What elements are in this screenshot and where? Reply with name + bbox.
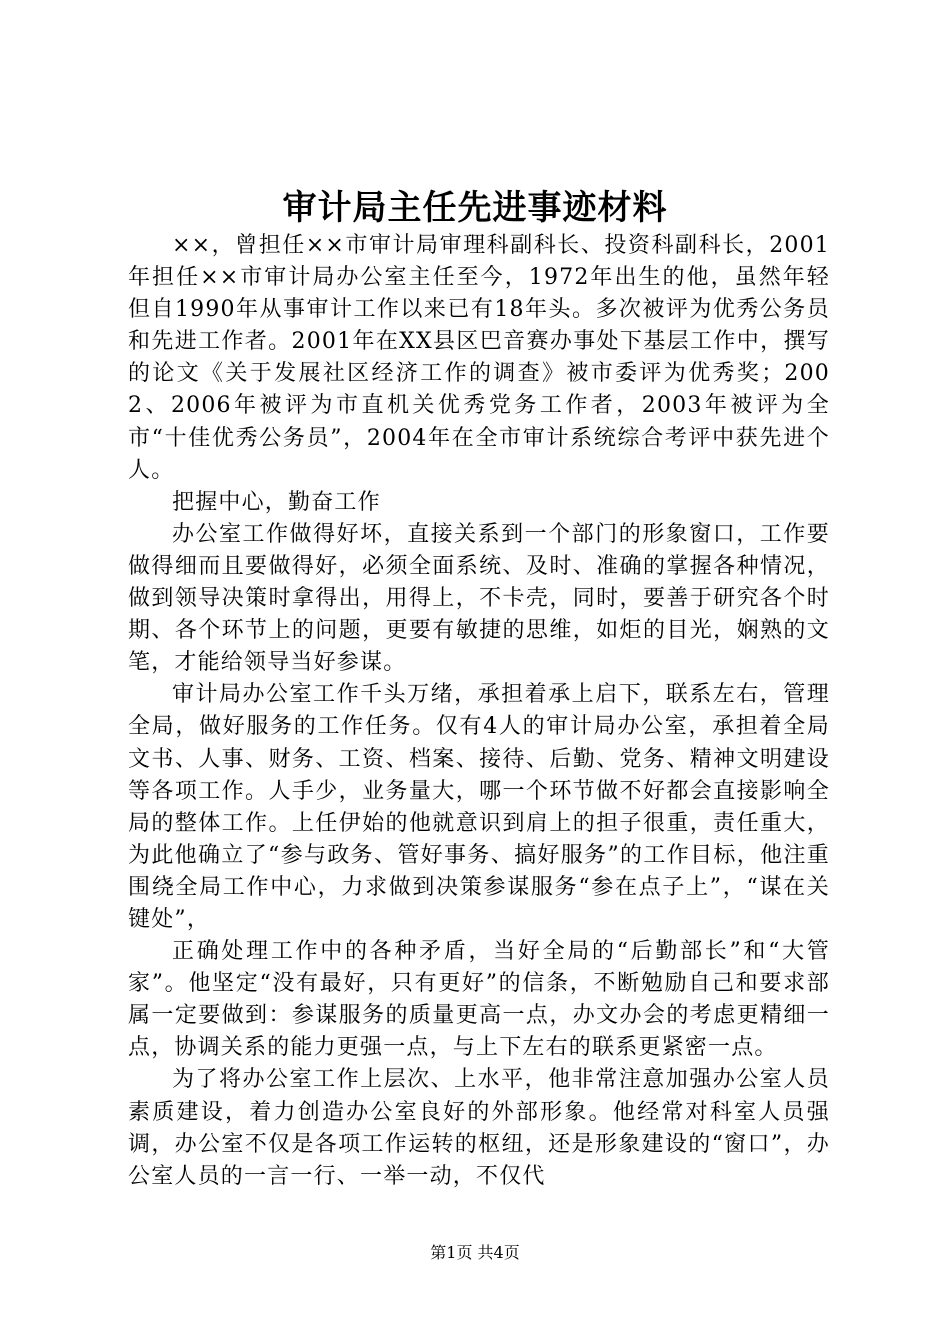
paragraph-office-work: 办公室工作做得好坏，直接关系到一个部门的形象窗口，工作要做得细而且要做得好，必须全面系统、及时、准确的掌握各种情况，做到领导决策时拿得出，用得上，不卡壳，同时，要善于研究各个时期、各个环节上的问题，更要有敏捷的思维，如炬的目光，娴熟的文笔，才能给领导当好参谋。 bbox=[128, 521, 830, 676]
paragraph-staff-quality: 为了将办公室工作上层次、上水平，他非常注意加强办公室人员素质建设，着力创造办公室良好的外部形象。他经常对科室人员强调，办公室不仅是各项工作运转的枢纽，还是形象建设的“窗口”，办公室人员的一言一行、一举一动，不仅代 bbox=[128, 1067, 830, 1189]
document-title: 审计局主任先进事迹材料 bbox=[282, 188, 668, 228]
page-indicator: 第1页 共4页 bbox=[430, 1243, 520, 1262]
paragraph-handling-conflicts: 正确处理工作中的各种矛盾，当好全局的“后勤部长”和“大管家”。他坚定“没有最好，只有更好”的信条，不断勉励自己和要求部属一定要做到：参谋服务的质量更高一点，办文办会的考虑更精细一点，协调关系的能力更强一点，与上下左右的联系更紧密一点。 bbox=[128, 939, 830, 1061]
document-body bbox=[128, 230, 830, 1193]
paragraph-subheading: 把握中心，勤奋工作 bbox=[172, 489, 381, 515]
paragraph-audit-office: 审计局办公室工作千头万绪，承担着承上启下，联系左右，管理全局，做好服务的工作任务。仅有4人的审计局办公室，承担着全局文书、人事、财务、工资、档案、接待、后勤、党务、精神文明建设等各项工作。人手少，业务量大，哪一个环节做不好都会直接影响全局的整体工作。上任伊始的他就意识到肩上的担子很重，责任重大，为此他确立了“参与政务、管好事务、搞好服务”的工作目标，他注重围绕全局工作中心，力求做到决策参谋服务“参在点子上”，“谋在关键处”， bbox=[128, 682, 830, 932]
paragraph-intro: ××，曾担任××市审计局审理科副科长、投资科副科长，2001年担任××市审计局办公室主任至今，1972年出生的他，虽然年轻但自1990年从事审计工作以来已有18年头。多次被评为优秀公务员和先进工作者。2001年在XX县区巴音赛办事处下基层工作中，撰写的论文《关于发展社区经济工作的调查》被市委评为优秀奖；2002、2006年被评为市直机关优秀党务工作者，2003年被评为全市“十佳优秀公务员”，2004年在全市审计系统综合考评中获先进个人。 bbox=[128, 233, 830, 483]
